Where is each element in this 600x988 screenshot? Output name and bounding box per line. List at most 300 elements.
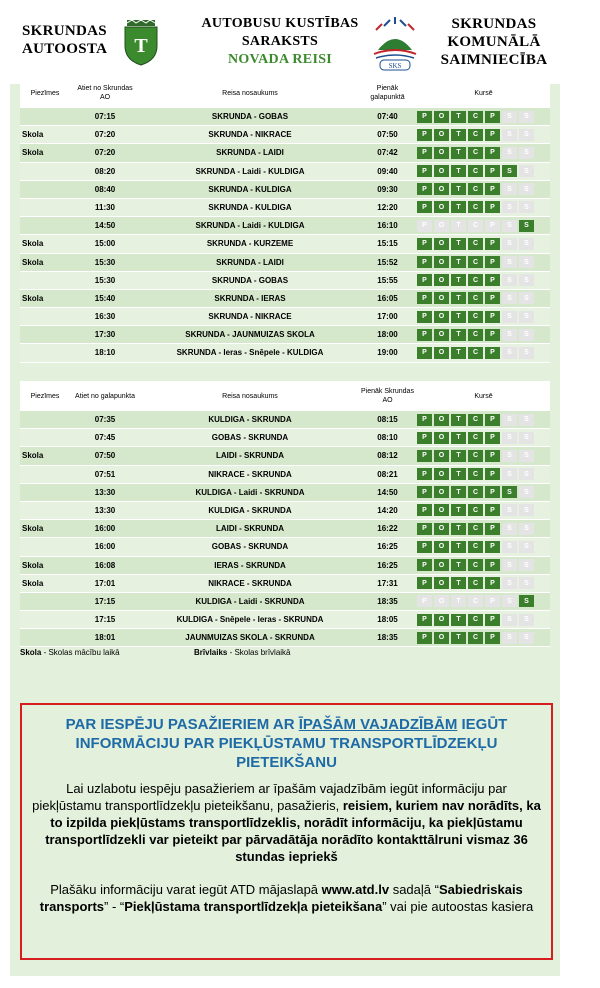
day-badge: S xyxy=(502,165,517,177)
row-arrival-time: 14:50 xyxy=(377,487,398,497)
bus-station-title xyxy=(22,22,107,58)
row-route-name: SKRUNDA - NIKRACE xyxy=(208,130,292,140)
day-badge: S xyxy=(519,541,534,553)
info-section-accessible-vehicle: Piekļūstama transportlīdzekļa pieteikšana xyxy=(124,899,383,914)
row-note xyxy=(20,411,70,428)
row-departure-time: 07:45 xyxy=(94,433,116,443)
row-route-name: SKRUNDA - Ieras - Snēpele - KULDIGA xyxy=(176,348,324,358)
day-badge: P xyxy=(485,329,500,341)
row-route-name: SKRUNDA - NIKRACE xyxy=(208,312,292,322)
day-badge: O xyxy=(434,504,449,516)
row-arrival-time: 14:20 xyxy=(377,505,398,515)
day-badge: S xyxy=(502,238,517,250)
row-note xyxy=(20,272,70,289)
day-badge: C xyxy=(468,414,483,426)
row-arrival-time: 07:40 xyxy=(377,112,398,121)
row-operating-days xyxy=(417,484,550,501)
day-badge: O xyxy=(434,201,449,213)
row-departure-time: 15:30 xyxy=(94,257,116,267)
row-arrival-time: 08:10 xyxy=(377,433,398,443)
day-badge: S xyxy=(502,347,517,359)
sks-logo-icon xyxy=(370,16,420,74)
day-badge: C xyxy=(468,111,483,123)
table-row xyxy=(20,144,550,162)
row-arrival-time: 16:25 xyxy=(377,542,398,552)
day-badge: P xyxy=(417,468,432,480)
row-arrival-time: 08:21 xyxy=(377,469,398,479)
row-arrival-time: 12:20 xyxy=(377,202,398,212)
header xyxy=(10,8,560,84)
day-badge: S xyxy=(519,632,534,644)
row-departure-time: 08:20 xyxy=(94,166,116,176)
day-badge: T xyxy=(451,414,466,426)
day-badge: S xyxy=(519,414,534,426)
col-route: Reisa nosaukums xyxy=(222,392,278,400)
row-operating-days xyxy=(417,144,550,161)
day-badge: T xyxy=(451,220,466,232)
day-badge: T xyxy=(451,129,466,141)
col-route: Reisa nosaukums xyxy=(222,89,278,97)
row-arrival-time: 18:35 xyxy=(377,596,398,606)
day-badge: C xyxy=(468,292,483,304)
day-badge: P xyxy=(485,414,500,426)
day-badge: O xyxy=(434,432,449,444)
day-badge: S xyxy=(519,614,534,626)
day-badge: P xyxy=(485,292,500,304)
row-operating-days xyxy=(417,466,550,483)
day-badge: S xyxy=(502,292,517,304)
day-badge: P xyxy=(485,238,500,250)
day-badge: C xyxy=(468,274,483,286)
bus-station-title-line1: SKRUNDAS xyxy=(22,23,107,39)
day-badge: T xyxy=(451,165,466,177)
row-operating-days xyxy=(417,108,550,125)
day-badge: O xyxy=(434,129,449,141)
col-departure: Atiet no Skrundas AO xyxy=(77,85,133,101)
row-note xyxy=(20,466,70,483)
day-badge: T xyxy=(451,504,466,516)
day-badge: S xyxy=(502,220,517,232)
legend-holiday xyxy=(194,648,291,657)
row-departure-time: 13:30 xyxy=(94,505,116,515)
row-note xyxy=(20,163,70,180)
day-badge: S xyxy=(519,523,534,535)
row-route-name: KULDIGA - Laidi - SKRUNDA xyxy=(195,487,305,497)
day-badge: S xyxy=(519,292,534,304)
day-badge: S xyxy=(502,632,517,644)
day-badge: O xyxy=(434,632,449,644)
row-operating-days xyxy=(417,611,550,628)
row-operating-days xyxy=(417,326,550,343)
legend-holiday-term: Brīvlaiks xyxy=(194,648,228,657)
day-badge: P xyxy=(417,274,432,286)
day-badge: S xyxy=(519,129,534,141)
info-p2-text-c: ” - “ xyxy=(104,899,125,914)
row-arrival-time: 16:25 xyxy=(377,560,398,570)
day-badge: T xyxy=(451,183,466,195)
row-note: Skola xyxy=(22,524,44,534)
day-badge: P xyxy=(417,432,432,444)
row-arrival-time: 16:22 xyxy=(377,524,398,534)
row-route-name: LAIDI - SKRUNDA xyxy=(216,451,284,461)
row-arrival-time: 18:05 xyxy=(377,615,398,625)
legend-school-desc: - Skolas mācību laikā xyxy=(41,648,120,657)
day-badge: O xyxy=(434,165,449,177)
row-arrival-time: 07:42 xyxy=(377,148,398,158)
row-operating-days xyxy=(417,593,550,610)
row-note: Skola xyxy=(22,257,44,267)
row-departure-time: 15:30 xyxy=(94,275,116,285)
atd-website-link[interactable]: www.atd.lv xyxy=(321,882,390,897)
day-badge: P xyxy=(417,614,432,626)
info-paragraph-2 xyxy=(32,881,541,915)
row-departure-time: 18:01 xyxy=(94,633,116,643)
row-note xyxy=(20,593,70,610)
day-badge: O xyxy=(434,347,449,359)
row-operating-days xyxy=(417,126,550,143)
row-arrival-time: 19:00 xyxy=(377,348,398,358)
row-note xyxy=(20,217,70,234)
day-badge: S xyxy=(519,183,534,195)
row-arrival-time: 17:00 xyxy=(377,312,398,322)
row-note xyxy=(20,629,70,646)
row-note: Skola xyxy=(22,293,44,303)
table-row xyxy=(20,484,550,502)
row-arrival-time: 15:52 xyxy=(377,257,398,267)
row-route-name: NIKRACE - SKRUNDA xyxy=(208,578,292,588)
day-badge: P xyxy=(417,292,432,304)
inbound-rows xyxy=(20,411,550,647)
table-row xyxy=(20,308,550,326)
row-departure-time: 15:00 xyxy=(94,239,116,249)
schedule-subtitle: NOVADA REISI xyxy=(227,52,333,67)
row-route-name: SKRUNDA - GOBAS xyxy=(211,275,289,285)
day-badge: O xyxy=(434,238,449,250)
row-note xyxy=(20,181,70,198)
day-badge: S xyxy=(519,201,534,213)
day-badge: O xyxy=(434,486,449,498)
table-row xyxy=(20,538,550,556)
day-badge: P xyxy=(485,541,500,553)
day-badge: C xyxy=(468,201,483,213)
day-badge: T xyxy=(451,468,466,480)
table-row xyxy=(20,502,550,520)
day-badge: C xyxy=(468,595,483,607)
company-title-line2: KOMUNĀLĀ xyxy=(447,34,541,50)
day-badge: P xyxy=(485,486,500,498)
day-badge: P xyxy=(417,183,432,195)
row-note: Skola xyxy=(22,148,44,158)
day-badge: P xyxy=(485,559,500,571)
row-departure-time: 16:00 xyxy=(94,524,116,534)
row-operating-days xyxy=(417,217,550,234)
day-badge: T xyxy=(451,632,466,644)
row-note xyxy=(20,502,70,519)
table-row xyxy=(20,272,550,290)
row-note: Skola xyxy=(22,130,44,140)
outbound-table-header xyxy=(20,78,550,108)
table-row xyxy=(20,199,550,217)
row-departure-time: 17:01 xyxy=(94,578,116,588)
outbound-rows xyxy=(20,108,550,363)
row-arrival-time: 08:12 xyxy=(377,451,398,461)
day-badge: S xyxy=(502,468,517,480)
day-badge: P xyxy=(417,523,432,535)
row-operating-days xyxy=(417,181,550,198)
row-departure-time: 17:30 xyxy=(94,330,116,340)
day-badge: S xyxy=(502,504,517,516)
day-badge: S xyxy=(502,577,517,589)
table-row xyxy=(20,235,550,253)
day-badge: P xyxy=(485,450,500,462)
row-departure-time: 11:30 xyxy=(94,202,116,212)
day-badge: T xyxy=(451,577,466,589)
day-badge: C xyxy=(468,147,483,159)
day-badge: S xyxy=(502,450,517,462)
col-departure: Atiet no galapunkta xyxy=(75,392,135,400)
table-row xyxy=(20,611,550,629)
day-badge: S xyxy=(519,220,534,232)
row-arrival-time: 16:05 xyxy=(377,293,398,303)
schedule-title-line2: SARAKSTS xyxy=(241,34,319,49)
row-route-name: SKRUNDA - GOBAS xyxy=(211,112,289,121)
day-badge: P xyxy=(485,523,500,535)
day-badge: P xyxy=(485,347,500,359)
row-operating-days xyxy=(417,575,550,592)
row-operating-days xyxy=(417,629,550,646)
day-badge: C xyxy=(468,238,483,250)
day-badge: P xyxy=(417,541,432,553)
table-row xyxy=(20,593,550,611)
day-badge: T xyxy=(451,292,466,304)
row-route-name: JAUNMUIZAS SKOLA - SKRUNDA xyxy=(185,633,315,643)
day-badge: T xyxy=(451,111,466,123)
day-badge: P xyxy=(485,274,500,286)
day-badge: O xyxy=(434,468,449,480)
row-departure-time: 07:15 xyxy=(94,112,116,121)
day-badge: P xyxy=(485,256,500,268)
row-note xyxy=(20,484,70,501)
day-badge: T xyxy=(451,432,466,444)
day-badge: T xyxy=(451,274,466,286)
info-title-underlined: ĪPAŠĀM VAJADZĪBĀM xyxy=(298,716,458,733)
day-badge: O xyxy=(434,414,449,426)
row-operating-days xyxy=(417,411,550,428)
day-badge: C xyxy=(468,523,483,535)
row-route-name: LAIDI - SKRUNDA xyxy=(216,524,284,534)
day-badge: S xyxy=(519,577,534,589)
company-title-line3: SAIMNIECĪBA xyxy=(440,52,548,68)
row-departure-time: 16:30 xyxy=(94,312,116,322)
day-badge: P xyxy=(485,183,500,195)
table-row xyxy=(20,344,550,362)
day-badge: P xyxy=(485,468,500,480)
day-badge: S xyxy=(502,559,517,571)
day-badge: S xyxy=(519,329,534,341)
row-route-name: KULDIGA - Laidi - SKRUNDA xyxy=(195,596,305,606)
day-badge: P xyxy=(417,256,432,268)
col-notes: Piezīmes xyxy=(30,89,60,97)
info-p2-text: Plašāku informāciju varat iegūt ATD mājaslapā xyxy=(50,882,322,897)
row-departure-time: 18:10 xyxy=(94,348,116,358)
row-arrival-time: 15:55 xyxy=(377,275,398,285)
row-note xyxy=(20,308,70,325)
day-badge: P xyxy=(417,238,432,250)
info-p1-bold: reisiem, kuriem nav norādīts, ka to izpilda piekļūstams transportlīdzeklis, norādīt informāciju, ka piekļūstamu transportlīdzekli var pieteikt par pārvadātāja norādīto kontakttālruni vismaz 36 stundas iepriekš xyxy=(45,798,541,864)
day-badge: C xyxy=(468,632,483,644)
row-arrival-time: 16:10 xyxy=(377,221,398,231)
row-route-name: GOBAS - SKRUNDA xyxy=(211,433,289,443)
day-badge: S xyxy=(519,256,534,268)
day-badge: C xyxy=(468,311,483,323)
row-departure-time: 17:15 xyxy=(94,615,116,625)
row-arrival-time: 08:15 xyxy=(377,415,398,424)
day-badge: T xyxy=(451,595,466,607)
day-badge: C xyxy=(468,541,483,553)
row-route-name: SKRUNDA - KURZEME xyxy=(206,239,294,249)
row-operating-days xyxy=(417,163,550,180)
day-badge: S xyxy=(519,504,534,516)
row-operating-days xyxy=(417,254,550,271)
info-title-part2: IEGŪT INFORMĀCIJU PAR PIEKĻŪSTAMU TRANSPORTLĪDZEKĻU PIETEIKŠANU xyxy=(75,716,508,771)
day-badge: P xyxy=(485,595,500,607)
day-badge: T xyxy=(451,238,466,250)
legend-school xyxy=(20,648,120,657)
col-arrival: Pienāk galapunktā xyxy=(370,85,405,101)
day-badge: C xyxy=(468,468,483,480)
day-badge: S xyxy=(502,129,517,141)
day-badge: C xyxy=(468,432,483,444)
day-badge: S xyxy=(502,183,517,195)
row-operating-days xyxy=(417,199,550,216)
table-row xyxy=(20,575,550,593)
outbound-timetable xyxy=(20,78,550,363)
row-operating-days xyxy=(417,502,550,519)
day-badge: P xyxy=(417,486,432,498)
day-badge: O xyxy=(434,329,449,341)
info-p2-text-b: sadaļā “ xyxy=(389,882,439,897)
day-badge: O xyxy=(434,614,449,626)
day-badge: P xyxy=(417,577,432,589)
day-badge: T xyxy=(451,559,466,571)
table-row xyxy=(20,411,550,429)
day-badge: T xyxy=(451,614,466,626)
day-badge: P xyxy=(485,311,500,323)
day-badge: P xyxy=(485,147,500,159)
day-badge: O xyxy=(434,541,449,553)
day-badge: S xyxy=(502,111,517,123)
day-badge: C xyxy=(468,577,483,589)
info-title-part1: PAR IESPĒJU PASAŽIERIEM AR xyxy=(65,716,299,733)
row-departure-time: 13:30 xyxy=(94,487,116,497)
info-title xyxy=(32,715,541,772)
day-badge: S xyxy=(519,595,534,607)
day-badge: C xyxy=(468,220,483,232)
row-operating-days xyxy=(417,290,550,307)
table-row xyxy=(20,181,550,199)
legend-holiday-desc: - Skolas brīvlaikā xyxy=(227,648,291,657)
col-days: Kursē xyxy=(474,392,493,400)
row-operating-days xyxy=(417,538,550,555)
table-row xyxy=(20,163,550,181)
day-badge: O xyxy=(434,256,449,268)
day-badge: S xyxy=(519,165,534,177)
day-badge: O xyxy=(434,111,449,123)
day-badge: P xyxy=(485,504,500,516)
col-days: Kursē xyxy=(474,89,493,97)
svg-text:SKS: SKS xyxy=(388,62,402,70)
row-route-name: KULDIGA - Snēpele - Ieras - SKRUNDA xyxy=(176,615,324,625)
row-route-name: SKRUNDA - IERAS xyxy=(214,293,286,303)
day-badge: T xyxy=(451,256,466,268)
row-route-name: SKRUNDA - Laidi - KULDIGA xyxy=(195,166,305,176)
row-arrival-time: 18:35 xyxy=(377,633,398,643)
row-note xyxy=(20,326,70,343)
day-badge: P xyxy=(485,577,500,589)
day-badge: C xyxy=(468,165,483,177)
day-badge: C xyxy=(468,504,483,516)
day-badge: P xyxy=(417,450,432,462)
day-badge: P xyxy=(485,220,500,232)
row-operating-days xyxy=(417,272,550,289)
day-badge: T xyxy=(451,311,466,323)
svg-text:T: T xyxy=(134,35,148,57)
row-note xyxy=(20,108,70,125)
table-row xyxy=(20,429,550,447)
day-badge: C xyxy=(468,450,483,462)
row-operating-days xyxy=(417,557,550,574)
day-badge: O xyxy=(434,147,449,159)
row-note xyxy=(20,538,70,555)
day-badge: P xyxy=(485,165,500,177)
day-badge: C xyxy=(468,347,483,359)
day-badge: S xyxy=(502,147,517,159)
day-badge: S xyxy=(502,486,517,498)
row-departure-time: 07:20 xyxy=(94,148,116,158)
day-badge: O xyxy=(434,220,449,232)
table-row xyxy=(20,629,550,647)
row-departure-time: 14:50 xyxy=(94,221,116,231)
accessibility-info-box xyxy=(20,703,553,960)
inbound-table-header xyxy=(20,381,550,411)
day-badge: C xyxy=(468,256,483,268)
day-badge: S xyxy=(519,450,534,462)
day-badge: O xyxy=(434,274,449,286)
day-badge: S xyxy=(519,468,534,480)
day-badge: C xyxy=(468,329,483,341)
day-badge: S xyxy=(519,311,534,323)
day-badge: S xyxy=(502,414,517,426)
day-badge: S xyxy=(519,347,534,359)
row-arrival-time: 18:00 xyxy=(377,330,398,340)
day-badge: P xyxy=(417,632,432,644)
row-departure-time: 07:35 xyxy=(94,415,116,424)
day-badge: P xyxy=(485,201,500,213)
day-badge: S xyxy=(519,274,534,286)
day-badge: P xyxy=(417,329,432,341)
row-arrival-time: 17:31 xyxy=(377,578,398,588)
legend xyxy=(20,648,291,657)
row-note: Skola xyxy=(22,578,44,588)
day-badge: C xyxy=(468,129,483,141)
row-route-name: NIKRACE - SKRUNDA xyxy=(208,469,292,479)
day-badge: P xyxy=(417,129,432,141)
row-route-name: SKRUNDA - LAIDI xyxy=(216,148,284,158)
table-row xyxy=(20,254,550,272)
row-note xyxy=(20,429,70,446)
bus-station-title-line2: AUTOOSTA xyxy=(22,41,108,57)
day-badge: P xyxy=(485,432,500,444)
